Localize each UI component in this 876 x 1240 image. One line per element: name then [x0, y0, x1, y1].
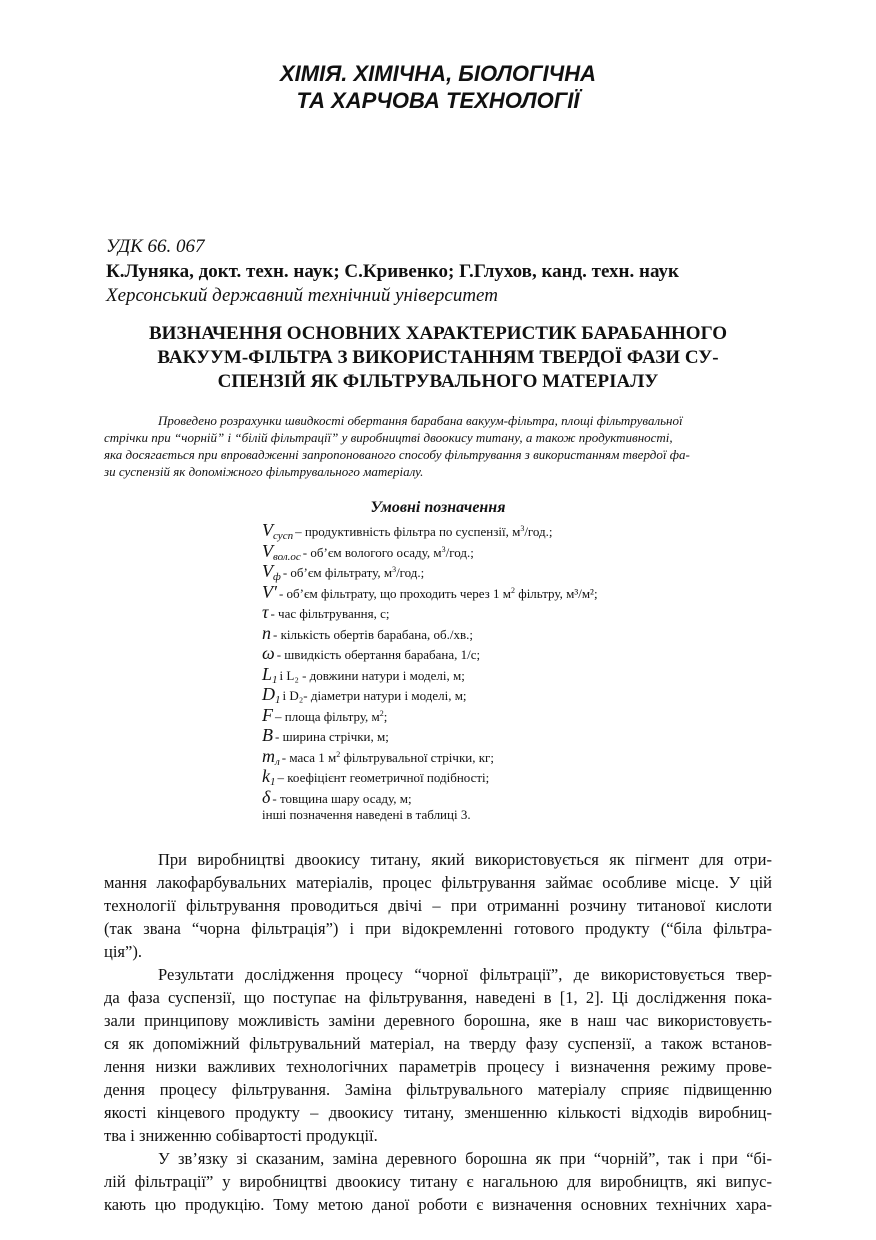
body-line: мання лакофарбувальних матеріалів, процес фільтрування займає особливе місце. У цій — [104, 873, 772, 892]
notation-text: - ширина стрічки, м; — [275, 729, 389, 744]
notation-description — [277, 647, 480, 663]
body-line: ція”). — [104, 942, 142, 961]
notation-tail: /год.; — [524, 524, 553, 539]
notation-text: інші позначення наведені в таблиці 3. — [262, 807, 471, 822]
body-line: зали принципову можливість заміни деревного борошна, яке в наш час використовуєть- — [104, 1011, 772, 1030]
body-line: лення низки важливих технологічних параметрів процесу і визначення режиму прове- — [104, 1057, 772, 1076]
notation-item — [262, 643, 598, 664]
body-line: якості кінцевого продукту – двоокису титану, зменшенню кількості відходів виробниц- — [104, 1103, 772, 1122]
notation-description — [295, 524, 552, 540]
notation-tail: /год.; — [445, 544, 474, 560]
notation-symbol-text: τ — [262, 602, 269, 622]
notation-symbol — [262, 705, 273, 726]
notation-item — [262, 705, 598, 726]
notation-symbol-text: k — [262, 766, 270, 786]
notation-text: - швидкість обертання барабана, 1/с; — [276, 647, 481, 662]
notation-tail: /год.; — [396, 565, 425, 580]
notation-description — [303, 545, 474, 561]
notation-symbol — [262, 602, 268, 623]
notation-symbol — [262, 643, 275, 664]
notation-tail: ; — [383, 708, 388, 724]
notation-heading: Умовні позначення — [370, 499, 506, 516]
notation-symbol-text: m — [262, 745, 275, 766]
body-text — [104, 848, 772, 1216]
notation-item — [262, 725, 598, 746]
notation-text: – продуктивність фільтра по суспензії, м — [295, 524, 521, 539]
notation-symbol-text: V′ — [262, 581, 277, 602]
notation-subscript: сусп — [273, 530, 294, 542]
body-line: кають цю продукцію. Тому метою даної роботи є визначення основних технічних хара- — [104, 1195, 772, 1214]
notation-description — [275, 729, 389, 745]
notation-superscript: 2 — [336, 749, 341, 759]
notation-tail: фільтру, м³/м²; — [515, 585, 598, 601]
notation-symbol-text: D — [262, 684, 275, 704]
notation-superscript: 3 — [392, 565, 397, 574]
notation-superscript: 3 — [441, 544, 446, 554]
body-line: технології фільтрування проводиться двічі – при отриманні розчину титанової кислоти — [104, 896, 772, 915]
notation-symbol-text: V — [262, 520, 273, 540]
body-line: да фаза суспензії, що поступає на фільтрування, наведені в [1, 2]. Ці дослідження пока- — [104, 988, 772, 1007]
body-line: тва і зниженню собівартості продукції. — [104, 1126, 378, 1145]
notation-symbol-text: δ — [262, 786, 271, 807]
section-title-line: ТА ХАРЧОВА ТЕХНОЛОГІЇ — [296, 88, 580, 113]
notation-symbol-text: n — [262, 622, 271, 643]
notation-subscript: 1 — [272, 673, 278, 686]
notation-text: - маса 1 м — [281, 749, 337, 765]
notation-item — [262, 684, 598, 705]
notation-symbol-text: V — [262, 561, 273, 581]
notation-description — [279, 586, 598, 602]
notation-item — [262, 582, 598, 603]
notation-item — [262, 746, 598, 767]
notation-text: – коефіцієнт геометричної подібності; — [277, 770, 490, 785]
notation-symbol-text: V — [262, 540, 273, 561]
notation-description — [273, 627, 473, 643]
section-title — [0, 60, 876, 114]
article-title-line: ВИЗНАЧЕННЯ ОСНОВНИХ ХАРАКТЕРИСТИК БАРАБАННОГО — [149, 323, 727, 344]
notation-description — [283, 565, 424, 581]
article-title — [100, 322, 776, 394]
article-title-line: ВАКУУМ-ФІЛЬТРА З ВИКОРИСТАННЯМ ТВЕРДОЇ ФАЗИ СУ- — [157, 347, 719, 368]
notation-text: - кількість обертів барабана, об./хв.; — [273, 626, 473, 642]
notation-symbol — [262, 725, 273, 746]
notation-symbol — [262, 623, 271, 644]
notation-item — [262, 561, 598, 582]
notation-symbol — [262, 520, 293, 542]
udk-code: УДК 66. 067 — [106, 236, 205, 257]
abstract-line: стрічки при “чорній” і “білій фільтрації” у виробництві двоокису титану, а також продуктивності, — [104, 430, 673, 445]
abstract-line: зи суспензій як допоміжного фільтрувального матеріалу. — [104, 464, 424, 479]
notation-symbol-text: B — [262, 725, 273, 745]
notation-item — [262, 541, 598, 562]
authors: К.Луняка, докт. техн. наук; С.Кривенко; Г.Глухов, канд. техн. наук — [106, 261, 679, 282]
notation-symbol — [262, 787, 270, 808]
notation-symbol-text: ω — [262, 643, 275, 663]
notation-text: - час фільтрування, с; — [270, 606, 390, 621]
notation-text: - об’єм фільтрату, що проходить через 1 м — [278, 585, 512, 601]
body-line: дення процесу фільтрування. Заміна фільтрувального матеріалу сприяє підвищенню — [104, 1080, 772, 1099]
notation-symbol — [262, 766, 276, 788]
notation-subscript: 1 — [270, 776, 276, 788]
notation-text: і D₂- діаметри натури і моделі, м; — [282, 688, 467, 703]
notation-list — [262, 520, 598, 828]
notation-item — [262, 664, 598, 685]
notation-text: – площа фільтру, м — [275, 708, 380, 724]
notation-text: і L₂ - довжини натури і моделі, м; — [279, 667, 465, 683]
notation-superscript: 2 — [511, 585, 516, 595]
notation-symbol — [262, 684, 281, 706]
notation-item — [262, 623, 598, 644]
notation-description — [282, 750, 494, 766]
abstract — [104, 412, 772, 480]
notation-item — [262, 602, 598, 623]
notation-text: - об’єм вологого осаду, м — [302, 544, 442, 560]
notation-symbol — [262, 561, 281, 583]
body-line: Результати дослідження процесу “чорної фільтрації”, де використовується твер- — [158, 965, 772, 984]
abstract-line: яка досягається при впровадженні запропонованого способу фільтрування з використанням твердої фа- — [104, 447, 690, 462]
notation-symbol-text: F — [262, 704, 273, 725]
notation-superscript: 3 — [520, 524, 525, 533]
body-line: (так звана “чорна фільтрація”) і при відокремленні готового продукту (“біла фільтра- — [104, 919, 772, 938]
notation-symbol — [262, 582, 277, 603]
notation-symbol — [262, 746, 280, 768]
notation-item — [262, 766, 598, 787]
notation-item — [262, 807, 598, 828]
body-line: лій фільтрації” у виробництві двоокису титану є нагальною для виробництв, які випус- — [104, 1172, 772, 1191]
notation-description — [270, 606, 389, 622]
notation-subscript: 1 — [275, 694, 281, 706]
notation-symbol-text: L — [262, 663, 273, 684]
notation-description — [283, 688, 467, 704]
notation-description — [278, 770, 490, 786]
body-line: При виробництві двоокису титану, який використовується як пігмент для отри- — [158, 850, 772, 869]
notation-item — [262, 520, 598, 541]
notation-symbol — [262, 664, 278, 686]
section-title-line: ХІМІЯ. ХІМІЧНА, БІОЛОГІЧНА — [280, 61, 596, 86]
abstract-line: Проведено розрахунки швидкості обертання барабана вакуум-фільтра, площі фільтрувальної — [158, 413, 683, 428]
notation-symbol — [262, 541, 301, 563]
notation-description — [280, 668, 465, 684]
notation-subscript: вол.ос — [273, 550, 301, 563]
notation-text: - об’єм фільтрату, м — [282, 565, 393, 580]
body-line: У зв’язку зі сказаним, заміна деревного борошна як при “чорній”, так і при “бі- — [158, 1149, 772, 1168]
notation-description — [272, 791, 411, 807]
notation-superscript: 2 — [379, 708, 384, 718]
notation-tail: фільтрувальної стрічки, кг; — [340, 749, 494, 765]
notation-text: - товщина шару осаду, м; — [272, 790, 412, 806]
article-title-line: СПЕНЗІЙ ЯК ФІЛЬТРУВАЛЬНОГО МАТЕРІАЛУ — [217, 371, 659, 392]
body-line: ся як допоміжний фільтрувальний матеріал, на тверду фазу суспензії, а також встанов- — [104, 1034, 772, 1053]
notation-description — [275, 709, 387, 725]
notation-subscript: л — [275, 755, 280, 768]
notation-item — [262, 787, 598, 808]
notation-subscript: ф — [273, 571, 281, 583]
affiliation: Херсонський державний технічний університет — [106, 285, 498, 306]
notation-description — [262, 807, 471, 823]
